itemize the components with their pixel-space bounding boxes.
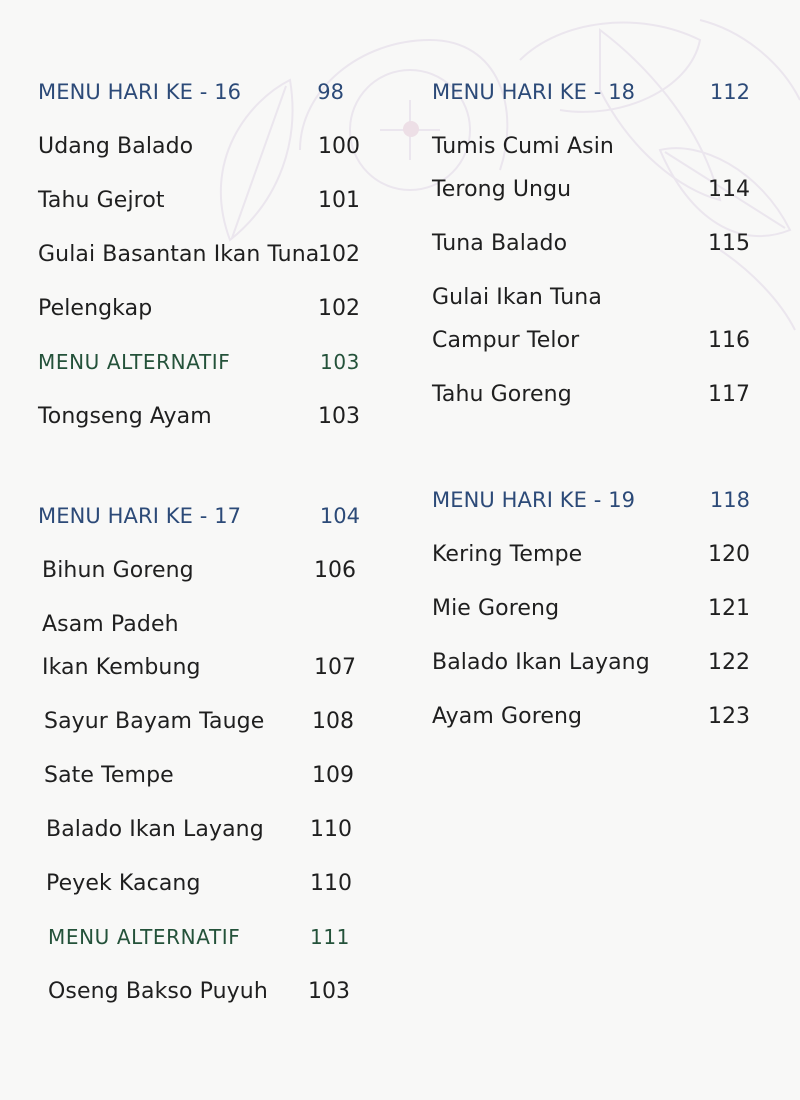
section-heading-day-18 <box>432 82 750 136</box>
section-heading-day-16 <box>38 82 360 136</box>
section-title: MENU ALTERNATIF <box>38 350 231 374</box>
item-name: Udang Balado <box>38 134 194 159</box>
item-name: Mie Goreng <box>432 596 560 621</box>
menu-item <box>42 560 360 614</box>
item-name: Tumis Cumi Asin <box>432 134 614 159</box>
page-number: 123 <box>708 704 750 729</box>
page-number: 115 <box>708 231 750 256</box>
item-name: Tongseng Ayam <box>38 404 212 429</box>
menu-item <box>432 384 750 438</box>
page-number: 98 <box>317 80 344 104</box>
menu-item <box>432 598 750 652</box>
item-name: Tuna Balado <box>432 231 568 256</box>
section-heading-day-19 <box>432 490 750 544</box>
menu-item <box>432 652 750 706</box>
section-title: MENU ALTERNATIF <box>48 925 241 949</box>
page-number: 121 <box>708 596 750 621</box>
right-column <box>432 82 750 760</box>
item-name: Bihun Goreng <box>42 558 194 583</box>
menu-item <box>432 706 750 760</box>
item-name: Gulai Ikan Tuna <box>432 285 602 310</box>
menu-item-line-2 <box>432 179 750 233</box>
alternative-menu-heading <box>38 352 360 406</box>
menu-item <box>38 190 360 244</box>
menu-item-line-2 <box>432 330 750 384</box>
item-name: Tahu Goreng <box>432 382 572 407</box>
section-heading-day-17 <box>38 506 360 560</box>
item-name: Gulai Basantan Ikan Tuna <box>38 242 320 267</box>
page-number: 103 <box>320 350 360 374</box>
page-number: 107 <box>314 655 356 680</box>
page-number: 103 <box>308 979 350 1004</box>
section-title: MENU HARI KE - 16 <box>38 80 242 104</box>
item-name: Peyek Kacang <box>46 871 201 896</box>
item-name: Balado Ikan Layang <box>432 650 650 675</box>
menu-item <box>38 244 360 298</box>
menu-item <box>38 406 360 460</box>
item-name: Asam Padeh <box>42 612 179 637</box>
item-name: Campur Telor <box>432 328 580 353</box>
page-number: 102 <box>318 296 360 321</box>
page-number: 122 <box>708 650 750 675</box>
menu-item <box>46 873 360 927</box>
page-number: 118 <box>709 488 750 512</box>
menu-item-line-1 <box>432 287 750 330</box>
page-number: 103 <box>318 404 360 429</box>
menu-item-line-2 <box>42 657 360 711</box>
page-number: 117 <box>708 382 750 407</box>
page-number: 106 <box>314 558 356 583</box>
section-title: MENU HARI KE - 18 <box>432 80 636 104</box>
page-number: 120 <box>708 542 750 567</box>
section-title: MENU HARI KE - 17 <box>38 504 242 528</box>
page-number: 116 <box>708 328 750 353</box>
menu-item <box>432 233 750 287</box>
page-number: 108 <box>312 709 354 734</box>
item-name: Tahu Gejrot <box>38 188 165 213</box>
page-number: 101 <box>318 188 360 213</box>
item-name: Kering Tempe <box>432 542 583 567</box>
menu-item <box>48 981 360 1035</box>
menu-item-line-1 <box>42 614 360 657</box>
menu-item-line-1 <box>432 136 750 179</box>
item-name: Sate Tempe <box>44 763 174 788</box>
menu-item <box>38 298 360 352</box>
menu-item <box>44 711 360 765</box>
menu-item <box>44 765 360 819</box>
item-name: Balado Ikan Layang <box>46 817 264 842</box>
section-title: MENU HARI KE - 19 <box>432 488 636 512</box>
item-name: Sayur Bayam Tauge <box>44 709 265 734</box>
page-number: 100 <box>318 134 360 159</box>
page-number: 110 <box>310 871 352 896</box>
item-name: Terong Ungu <box>432 177 572 202</box>
menu-item <box>46 819 360 873</box>
page-number: 102 <box>318 242 360 267</box>
left-column <box>38 82 360 1035</box>
menu-item <box>432 544 750 598</box>
page-number: 111 <box>310 925 350 949</box>
item-name: Pelengkap <box>38 296 153 321</box>
item-name: Oseng Bakso Puyuh <box>48 979 268 1004</box>
page-number: 112 <box>709 80 750 104</box>
page-number: 109 <box>312 763 354 788</box>
item-name: Ikan Kembung <box>42 655 201 680</box>
alternative-menu-heading <box>48 927 360 981</box>
item-name: Ayam Goreng <box>432 704 583 729</box>
page-number: 104 <box>319 504 360 528</box>
page-number: 114 <box>708 177 750 202</box>
page-number: 110 <box>310 817 352 842</box>
menu-item <box>38 136 360 190</box>
